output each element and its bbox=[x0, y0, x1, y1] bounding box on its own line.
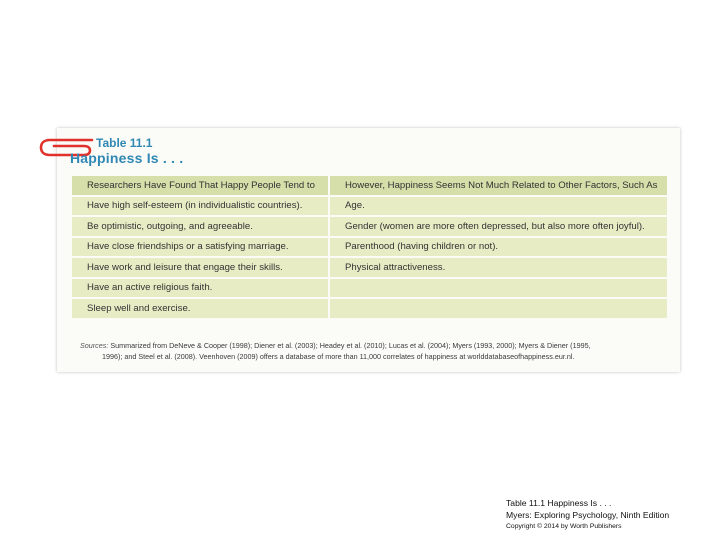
sources-line-1: Summarized from DeNeve & Cooper (1998); Diener et al. (2003); Headey et al. (2010); Lucas et al. (2004); Myers (1993, 2000); Myers & Diener (1995, bbox=[108, 341, 591, 350]
sources-lead: Sources: bbox=[80, 341, 109, 350]
table-row bbox=[71, 196, 668, 217]
table-cell: Gender (women are more often depressed, but also more often joyful). bbox=[329, 216, 668, 237]
caption-copyright: Copyright © 2014 by Worth Publishers bbox=[506, 523, 622, 530]
sources-line-2: 1996); and Steel et al. (2008). Veenhoven (2009) offers a database of more than 11,000 correlates of happiness at worlddatabaseofhappiness.eur.nl. bbox=[102, 352, 575, 361]
table-row bbox=[71, 237, 668, 258]
table-number: Table 11.1 bbox=[96, 136, 153, 150]
table-cell: Be optimistic, outgoing, and agreeable. bbox=[71, 216, 329, 237]
caption-book: Myers: Exploring Psychology, Ninth Edition bbox=[506, 510, 670, 520]
table-sources-note bbox=[80, 340, 670, 362]
table-row bbox=[71, 298, 668, 319]
header-cell-happy-tend: Researchers Have Found That Happy People Tend to bbox=[71, 175, 329, 196]
table-header-row bbox=[71, 175, 668, 196]
table-cell: Have high self-esteem (in individualistic countries). bbox=[71, 196, 329, 217]
header-cell-not-related: However, Happiness Seems Not Much Related to Other Factors, Such As bbox=[329, 175, 668, 196]
table-cell bbox=[329, 278, 668, 299]
table-cell: Sleep well and exercise. bbox=[71, 298, 329, 319]
table-cell: Have work and leisure that engage their skills. bbox=[71, 257, 329, 278]
slide-caption bbox=[506, 497, 669, 533]
table-title: Happiness Is . . . bbox=[70, 150, 184, 166]
table-row bbox=[71, 278, 668, 299]
caption-title: Table 11.1 Happiness Is . . . bbox=[506, 498, 612, 508]
table-cell: Physical attractiveness. bbox=[329, 257, 668, 278]
table-row bbox=[71, 216, 668, 237]
table-cell bbox=[329, 298, 668, 319]
happiness-table bbox=[70, 174, 669, 320]
table-cell: Have an active religious faith. bbox=[71, 278, 329, 299]
table-cell: Have close friendships or a satisfying marriage. bbox=[71, 237, 329, 258]
table-cell: Parenthood (having children or not). bbox=[329, 237, 668, 258]
table-cell: Age. bbox=[329, 196, 668, 217]
table-row bbox=[71, 257, 668, 278]
